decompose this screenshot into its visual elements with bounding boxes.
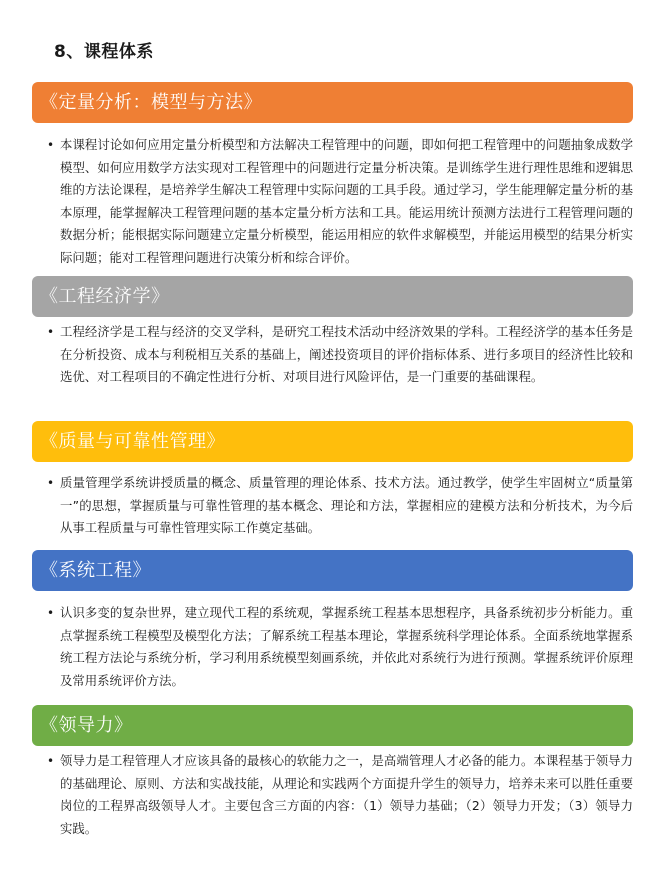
course-title: 《领导力》 — [40, 715, 133, 736]
course-text: 领导力是工程管理人才应该具备的最核心的软能力之一，是高端管理人才必备的能力。本课程基于领导力的基础理论、原则、方法和实战技能，从理论和实践两个方面提升学生的领导力，培养未来可以胜任重要岗位的工程界高级领导人才。主要包含三方面的内容：（1）领导力基础；（2）领导力开发；（3）领导力实践。 — [60, 753, 633, 836]
bullet-icon: • — [47, 138, 55, 152]
course-banner-systems-engineering — [32, 550, 633, 591]
course-text: 工程经济学是工程与经济的交叉学科，是研究工程技术活动中经济效果的学科。工程经济学的基本任务是在分析投资、成本与利税相互关系的基础上，阐述投资项目的评价指标体系、进行多项目的经济性比较和选优、对工程项目的不确定性进行分析、对项目进行风险评估，是一门重要的基础课程。 — [60, 324, 633, 384]
course-description-systems-engineering — [47, 602, 633, 692]
course-text: 本课程讨论如何应用定量分析模型和方法解决工程管理中的问题，即如何把工程管理中的问题抽象成数学模型、如何应用数学方法实现对工程管理中的问题进行定量分析决策。是训练学生进行理性思维和逻辑思维的方法论课程，是培养学生解决工程管理中实际问题的工具手段。通过学习，学生能理解定量分析的基本原理，能掌握解决工程管理问题的基本定量分析方法和工具。能运用统计预测方法进行工程管理问题的数据分析；能根据实际问题建立定量分析模型，能运用相应的软件求解模型，并能运用模型的结果分析实际问题；能对工程管理问题进行决策分析和综合评价。 — [60, 137, 633, 265]
course-title: 《定量分析：模型与方法》 — [40, 92, 262, 113]
course-title: 《系统工程》 — [40, 560, 151, 581]
bullet-icon: • — [47, 754, 55, 768]
course-description-quality-reliability — [47, 472, 633, 540]
course-description-engineering-economics — [47, 321, 633, 389]
course-banner-leadership — [32, 705, 633, 746]
course-banner-engineering-economics — [32, 276, 633, 317]
bullet-icon: • — [47, 606, 55, 620]
course-banner-quantitative-analysis — [32, 82, 633, 123]
course-text: 认识多变的复杂世界，建立现代工程的系统观，掌握系统工程基本思想程序，具备系统初步分析能力。重点掌握系统工程模型及模型化方法；了解系统工程基本理论，掌握系统科学理论体系。全面系统地掌握系统工程方法论与系统分析，学习利用系统模型刻画系统，并依此对系统行为进行预测。掌握系统评价原理及常用系统评价方法。 — [60, 605, 633, 688]
bullet-icon: • — [47, 476, 55, 490]
course-banner-quality-reliability — [32, 421, 633, 462]
course-description-quantitative-analysis — [47, 134, 633, 269]
course-title: 《质量与可靠性管理》 — [40, 431, 225, 452]
course-title: 《工程经济学》 — [40, 286, 170, 307]
course-description-leadership — [47, 750, 633, 840]
bullet-icon: • — [47, 325, 55, 339]
section-heading: 8、课程体系 — [54, 42, 154, 62]
course-text: 质量管理学系统讲授质量的概念、质量管理的理论体系、技术方法。通过教学，使学生牢固树立“质量第一”的思想，掌握质量与可靠性管理的基本概念、理论和方法，掌握相应的建模方法和分析技术，为今后从事工程质量与可靠性管理实际工作奠定基础。 — [60, 475, 633, 535]
